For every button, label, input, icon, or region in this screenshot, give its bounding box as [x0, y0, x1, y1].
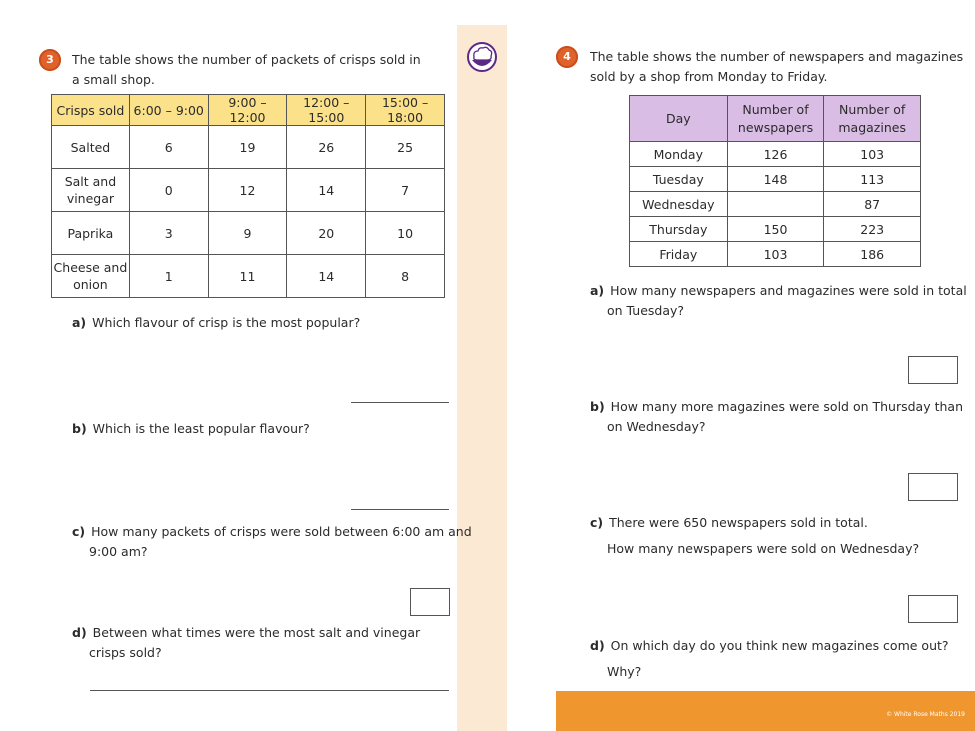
footer-bar — [556, 691, 975, 731]
table-row — [52, 126, 445, 169]
table-row — [630, 242, 921, 267]
day-cell: Tuesday — [630, 167, 728, 192]
table-cell: 186 — [824, 242, 921, 267]
crisps-table — [51, 94, 445, 298]
table-cell: 14 — [287, 169, 366, 212]
table-row — [630, 217, 921, 242]
flavour-label: Paprika — [67, 225, 114, 241]
crisps-header-cell: 12:00 – 15:00 — [287, 95, 366, 126]
page-gutter — [457, 25, 507, 731]
q3c-text-line2: 9:00 am? — [89, 544, 148, 559]
table-cell: 103 — [824, 142, 921, 167]
newspapers-header — [727, 96, 824, 142]
newspapers-header-line2: newspapers — [737, 119, 814, 135]
q4c — [590, 513, 919, 559]
crisps-header-cell: 15:00 – 18:00 — [366, 95, 445, 126]
q4d — [590, 636, 949, 682]
table-cell: 1 — [129, 255, 208, 298]
day-header: Day — [630, 96, 728, 142]
q3a-label: a) — [72, 315, 87, 330]
q4a-answer-box[interactable] — [908, 356, 958, 384]
q4c-text: There were 650 newspapers sold in total. — [609, 515, 868, 530]
newspapers-header-line1: Number of — [742, 101, 809, 117]
table-cell: 8 — [366, 255, 445, 298]
q3b — [72, 419, 310, 439]
q4b-text-line2: on Wednesday? — [607, 419, 706, 434]
table-cell: 9 — [208, 212, 287, 255]
q3c — [72, 522, 472, 562]
q3a — [72, 313, 360, 333]
q3c-text: How many packets of crisps were sold between 6:00 am and — [91, 524, 472, 539]
table-row — [52, 169, 445, 212]
q4b-answer-box[interactable] — [908, 473, 958, 501]
table-row — [52, 255, 445, 298]
table-cell: 7 — [366, 169, 445, 212]
table-cell: 6 — [129, 126, 208, 169]
table-cell: 20 — [287, 212, 366, 255]
q4c-label: c) — [590, 515, 604, 530]
q4-intro — [590, 47, 963, 87]
flavour-label: vinegar — [66, 191, 115, 206]
q4-intro-line2: sold by a shop from Monday to Friday. — [590, 69, 828, 84]
q4a-text: How many newspapers and magazines were sold in total — [610, 283, 967, 298]
crisps-header-cell: 6:00 – 9:00 — [129, 95, 208, 126]
q4a-label: a) — [590, 283, 605, 298]
q4d-label: d) — [590, 638, 605, 653]
q4c-answer-box[interactable] — [908, 595, 958, 623]
table-row — [52, 212, 445, 255]
q3c-label: c) — [72, 524, 86, 539]
q3b-answer-line[interactable] — [351, 509, 449, 510]
table-cell: 14 — [287, 255, 366, 298]
q4d-text-line2: Why? — [607, 664, 642, 679]
table-cell: 26 — [287, 126, 366, 169]
q3b-label: b) — [72, 421, 87, 436]
q4b-label: b) — [590, 399, 605, 414]
q4-intro-line1: The table shows the number of newspapers and magazines — [590, 49, 964, 64]
question-3-badge: 3 — [39, 49, 61, 71]
table-cell: 12 — [208, 169, 287, 212]
magazines-header-line2: magazines — [838, 119, 906, 135]
table-row — [630, 192, 921, 217]
day-cell: Friday — [630, 242, 728, 267]
table-cell: 103 — [727, 242, 824, 267]
flavour-label: Salt and — [64, 174, 117, 189]
table-cell: 223 — [824, 217, 921, 242]
magazines-header — [824, 96, 921, 142]
table-cell: 10 — [366, 212, 445, 255]
table-cell: 87 — [824, 192, 921, 217]
table-cell: 11 — [208, 255, 287, 298]
flavour-label: Salted — [70, 139, 111, 155]
table-cell: 148 — [727, 167, 824, 192]
q3a-answer-line[interactable] — [351, 402, 449, 403]
flavour-label: Cheese and — [53, 260, 128, 275]
table-cell: 0 — [129, 169, 208, 212]
q3-intro — [72, 50, 421, 90]
q3d-label: d) — [72, 625, 87, 640]
q3d-text-line2: crisps sold? — [89, 645, 162, 660]
q4a — [590, 281, 967, 321]
q4a-text-line2: on Tuesday? — [607, 303, 685, 318]
table-cell: 150 — [727, 217, 824, 242]
table-cell: 3 — [129, 212, 208, 255]
flavour-cell — [52, 169, 130, 212]
day-cell: Monday — [630, 142, 728, 167]
magazines-header-line1: Number of — [839, 101, 906, 117]
day-cell: Thursday — [630, 217, 728, 242]
q3-intro-line2: a small shop. — [72, 72, 155, 87]
crisps-table-header-row — [52, 95, 445, 126]
table-cell — [727, 192, 824, 217]
q3a-text: Which flavour of crisp is the most popular? — [92, 315, 361, 330]
copyright-text: © White Rose Maths 2019 — [886, 711, 965, 718]
q3d-text: Between what times were the most salt and vinegar — [92, 625, 421, 640]
newspapers-table-header-row — [630, 96, 921, 142]
day-cell: Wednesday — [630, 192, 728, 217]
table-cell: 25 — [366, 126, 445, 169]
q4b — [590, 397, 963, 437]
table-row — [630, 167, 921, 192]
flavour-cell — [52, 126, 130, 169]
q3b-text: Which is the least popular flavour? — [92, 421, 310, 436]
table-row — [630, 142, 921, 167]
q4b-text: How many more magazines were sold on Thursday than — [610, 399, 963, 414]
q3d — [72, 623, 420, 663]
q3d-answer-line[interactable] — [90, 690, 449, 691]
q3-intro-line1: The table shows the number of packets of crisps sold in — [72, 52, 421, 67]
table-cell: 113 — [824, 167, 921, 192]
crisps-header-cell: 9:00 – 12:00 — [208, 95, 287, 126]
brain-icon — [467, 42, 497, 72]
flavour-label: onion — [73, 277, 108, 292]
flavour-cell — [52, 212, 130, 255]
newspapers-table — [629, 95, 921, 267]
flavour-cell — [52, 255, 130, 298]
q4d-text: On which day do you think new magazines come out? — [610, 638, 949, 653]
question-4-badge: 4 — [556, 46, 578, 68]
q3c-answer-box[interactable] — [410, 588, 450, 616]
q4c-text-line2: How many newspapers were sold on Wednesday? — [607, 541, 920, 556]
table-cell: 126 — [727, 142, 824, 167]
table-cell: 19 — [208, 126, 287, 169]
crisps-header-cell: Crisps sold — [52, 95, 130, 126]
